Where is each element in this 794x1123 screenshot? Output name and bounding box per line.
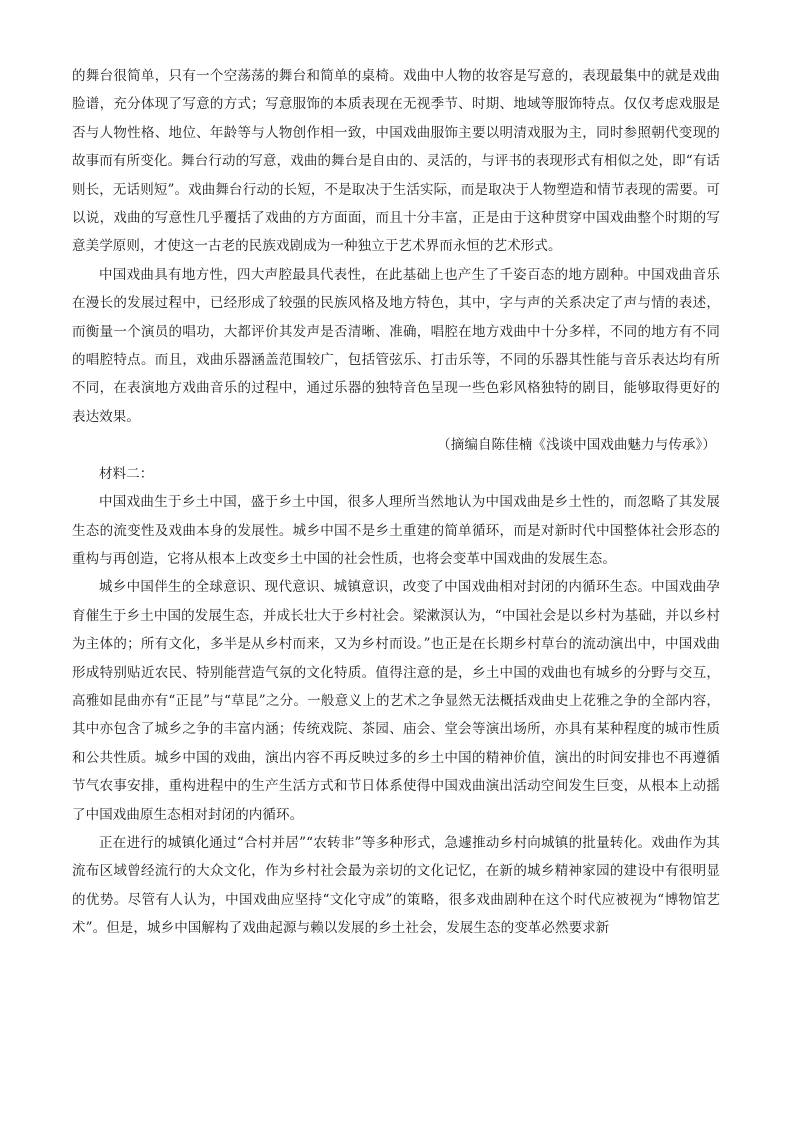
paragraph-2: 中国戏曲具有地方性，四大声腔最具代表性，在此基础上也产生了千姿百态的地方剧种。中国戏曲音乐在漫长的发展过程中，已经形成了较强的民族风格及地方特色，其中，字与声的关系决定了声与情的表述，而衡量一个演员的唱功，大都评价其发声是否清晰、准确，唱腔在地方戏曲中十分多样，不同的地方有不同的唱腔特点。而且，戏曲乐器涵盖范围较广，包括管弦乐、打击乐等，不同的乐器其性能与音乐表达均有所不同，在表演地方戏曲音乐的过程中，通过乐器的独特音色呈现一些色彩风格独特的剧目，能够取得更好的表达效果。 [72,266,720,425]
source-citation: （摘编自陈佳楠《浅谈中国戏曲魅力与传承》） [437,437,716,454]
paragraph-1: 的舞台很简单，只有一个空荡荡的舞台和简单的桌椅。戏曲中人物的妆容是写意的，表现最集中的就是戏曲脸谱，充分体现了写意的方式；写意服饰的本质表现在无视季节、时期、地域等服饰特点。仅仅考虑戏服是否与人物性格、地位、年龄等与人物创作相一致，中国戏曲服饰主要以明清戏服为主，同时参照朝代变现的故事而有所变化。舞台行动的写意，戏曲的舞台是自由的、灵活的，与评书的表现形式有相似之处，即“有话则长，无话则短”。戏曲舞台行动的长短，不是取决于生活实际，而是取决于人物塑造和情节表现的需要。可以说，戏曲的写意性几乎覆括了戏曲的方方面面，而且十分丰富，正是由于这种贯穿中国戏曲整个时期的写意美学原则，才使这一古老的民族戏剧成为一种独立于艺术界而永恒的艺术形式。 [72,68,720,255]
paragraph-3: 中国戏曲生于乡土中国，盛于乡土中国，很多人理所当然地认为中国戏曲是乡土性的，而忽略了其发展生态的流变性及戏曲本身的发展性。城乡中国不是乡土重建的简单循环，而是对新时代中国整体社会形态的重构与再创造，它将从根本上改变乡土中国的社会性质，也将会变革中国戏曲的发展生态。 [72,494,720,567]
document-body [72,62,720,943]
material-two-label: 材料二： [99,465,154,482]
paragraph-5: 正在进行的城镇化通过“合村并居”“农转非”等多种形式，急遽推动乡村向城镇的批量转化。戏曲作为其流布区域曾经流行的大众文化，作为乡村社会最为亲切的文化记忆，在新的城乡精神家园的建设中有很明显的优势。尽管有人认为，中国戏曲应坚持“文化守成”的策略，很多戏曲剧种在这个时代应被视为“博物馆艺术”。但是，城乡中国解构了戏曲起源与赖以发展的乡土社会，发展生态的变革必然要求新 [72,834,720,937]
paragraph-4: 城乡中国伴生的全球意识、现代意识、城镇意识，改变了中国戏曲相对封闭的内循环生态。中国戏曲孕育催生于乡土中国的发展生态，并成长壮大于乡村社会。梁漱溟认为，“中国社会是以乡村为基础，并以乡村为主体的；所有文化，多半是从乡村而来，又为乡村而设。”也正是在长期乡村草台的流动演出中，中国戏曲形成特别贴近农民、特别能营造气氛的文化特质。值得注意的是，乡土中国的戏曲也有城乡的分野与交互，高雅如昆曲亦有“正昆”与“草昆”之分。一般意义上的艺术之争显然无法概括戏曲史上花雅之争的全部内容，其中亦包含了城乡之争的丰富内涵；传统戏院、茶园、庙会、堂会等演出场所，亦具有某种程度的城市性质和公共性质。城乡中国的戏曲，演出内容不再反映过多的乡土中国的精神价值，演出的时间安排也不再遵循节气农事安排，重构进程中的生产生活方式和节日体系使得中国戏曲演出活动空间发生巨变，从根本上动摇了中国戏曲原生态相对封闭的内循环。 [72,579,720,823]
